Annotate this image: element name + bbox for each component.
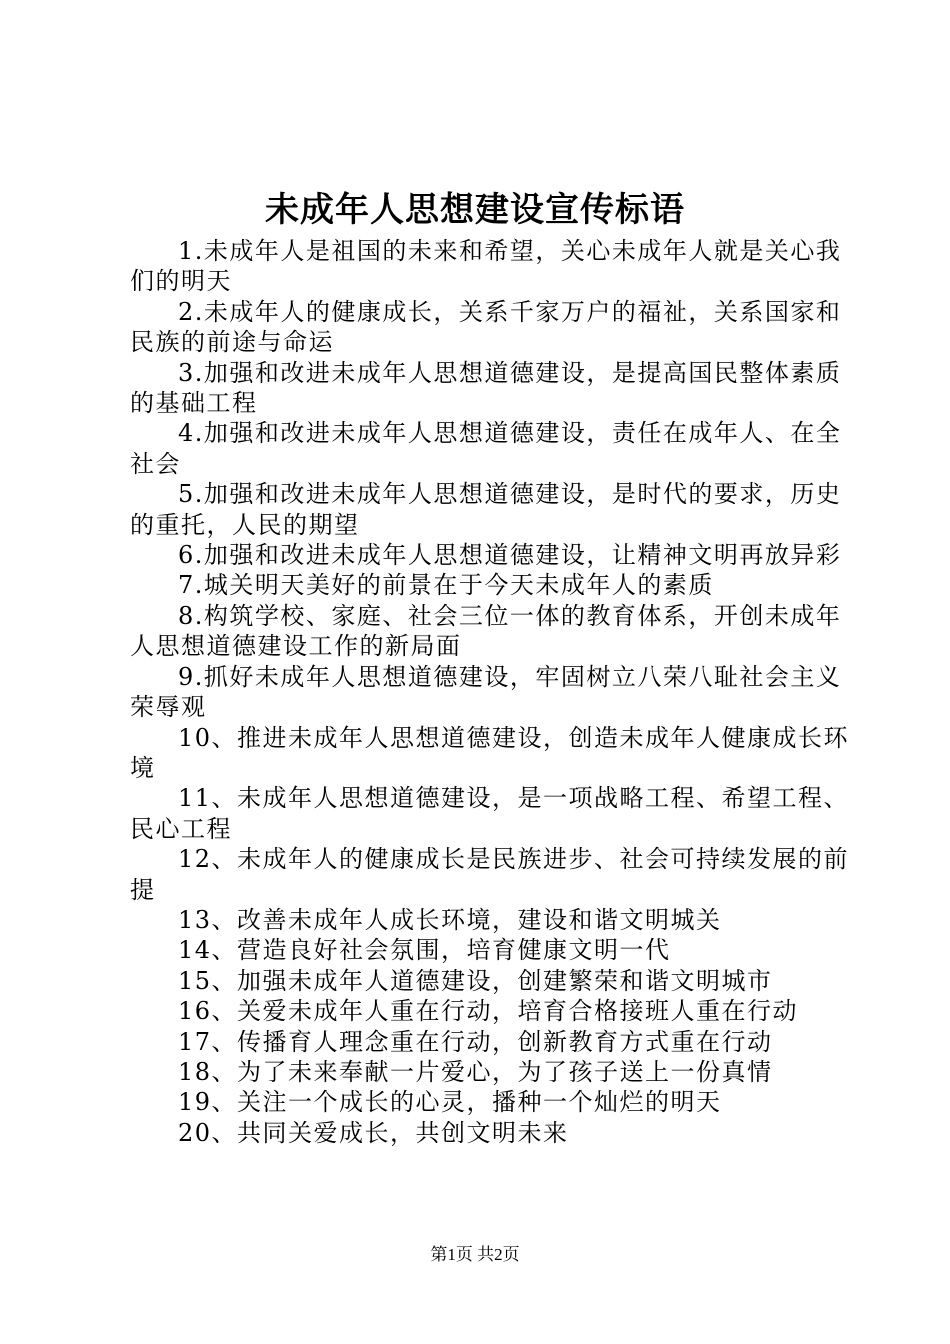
slogan-item-15: 15、加强未成年人道德建设，创建繁荣和谐文明城市 [178,966,773,995]
slogan-item-6: 6.加强和改进未成年人思想道德建设，让精神文明再放异彩 [178,541,842,570]
slogan-item-10: 10、推进未成年人思想道德建设，创造未成年人健康成长环境 [130,723,850,782]
slogan-item-3: 3.加强和改进未成年人思想道德建设，是提高国民整体素质的基础工程 [130,358,842,418]
slogan-item-13: 13、改善未成年人成长环境，建设和谐文明城关 [178,905,722,934]
slogan-item-2: 2.未成年人的健康成长，关系千家万户的福祉，关系国家和民族的前途与命运 [130,297,842,357]
slogan-item-16: 16、关爱未成年人重在行动，培育合格接班人重在行动 [178,997,799,1026]
slogan-item-17: 17、传播育人理念重在行动，创新教育方式重在行动 [178,1027,773,1056]
slogan-item-19: 19、关注一个成长的心灵，播种一个灿烂的明天 [178,1088,722,1117]
slogan-item-8: 8.构筑学校、家庭、社会三位一体的教育体系，开创未成年人思想道德建设工作的新局面 [130,601,842,661]
slogan-item-20: 20、共同关爱成长，共创文明未来 [178,1118,569,1147]
slogan-item-14: 14、营造良好社会氛围，培育健康文明一代 [178,936,671,965]
slogan-item-11: 11、未成年人思想道德建设，是一项战略工程、希望工程、民心工程 [130,784,850,843]
document-title: 未成年人思想建设宣传标语 [265,190,685,230]
slogan-item-12: 12、未成年人的健康成长是民族进步、社会可持续发展的前提 [130,845,850,904]
slogan-item-9: 9.抓好未成年人思想道德建设，牢固树立八荣八耻社会主义荣辱观 [130,662,842,722]
slogan-item-7: 7.城关明天美好的前景在于今天未成年人的素质 [178,571,714,600]
slogan-item-18: 18、为了未来奉献一片爱心，为了孩子送上一份真情 [178,1057,773,1086]
page-number: 第1页 共2页 [430,1245,520,1264]
slogan-item-4: 4.加强和改进未成年人思想道德建设，责任在成年人、在全社会 [130,419,842,478]
slogan-item-5: 5.加强和改进未成年人思想道德建设，是时代的要求，历史的重托，人民的期望 [130,480,842,539]
slogan-item-1: 1.未成年人是祖国的未来和希望，关心未成年人就是关心我们的明天 [130,237,842,296]
slogan-list [130,236,850,1148]
